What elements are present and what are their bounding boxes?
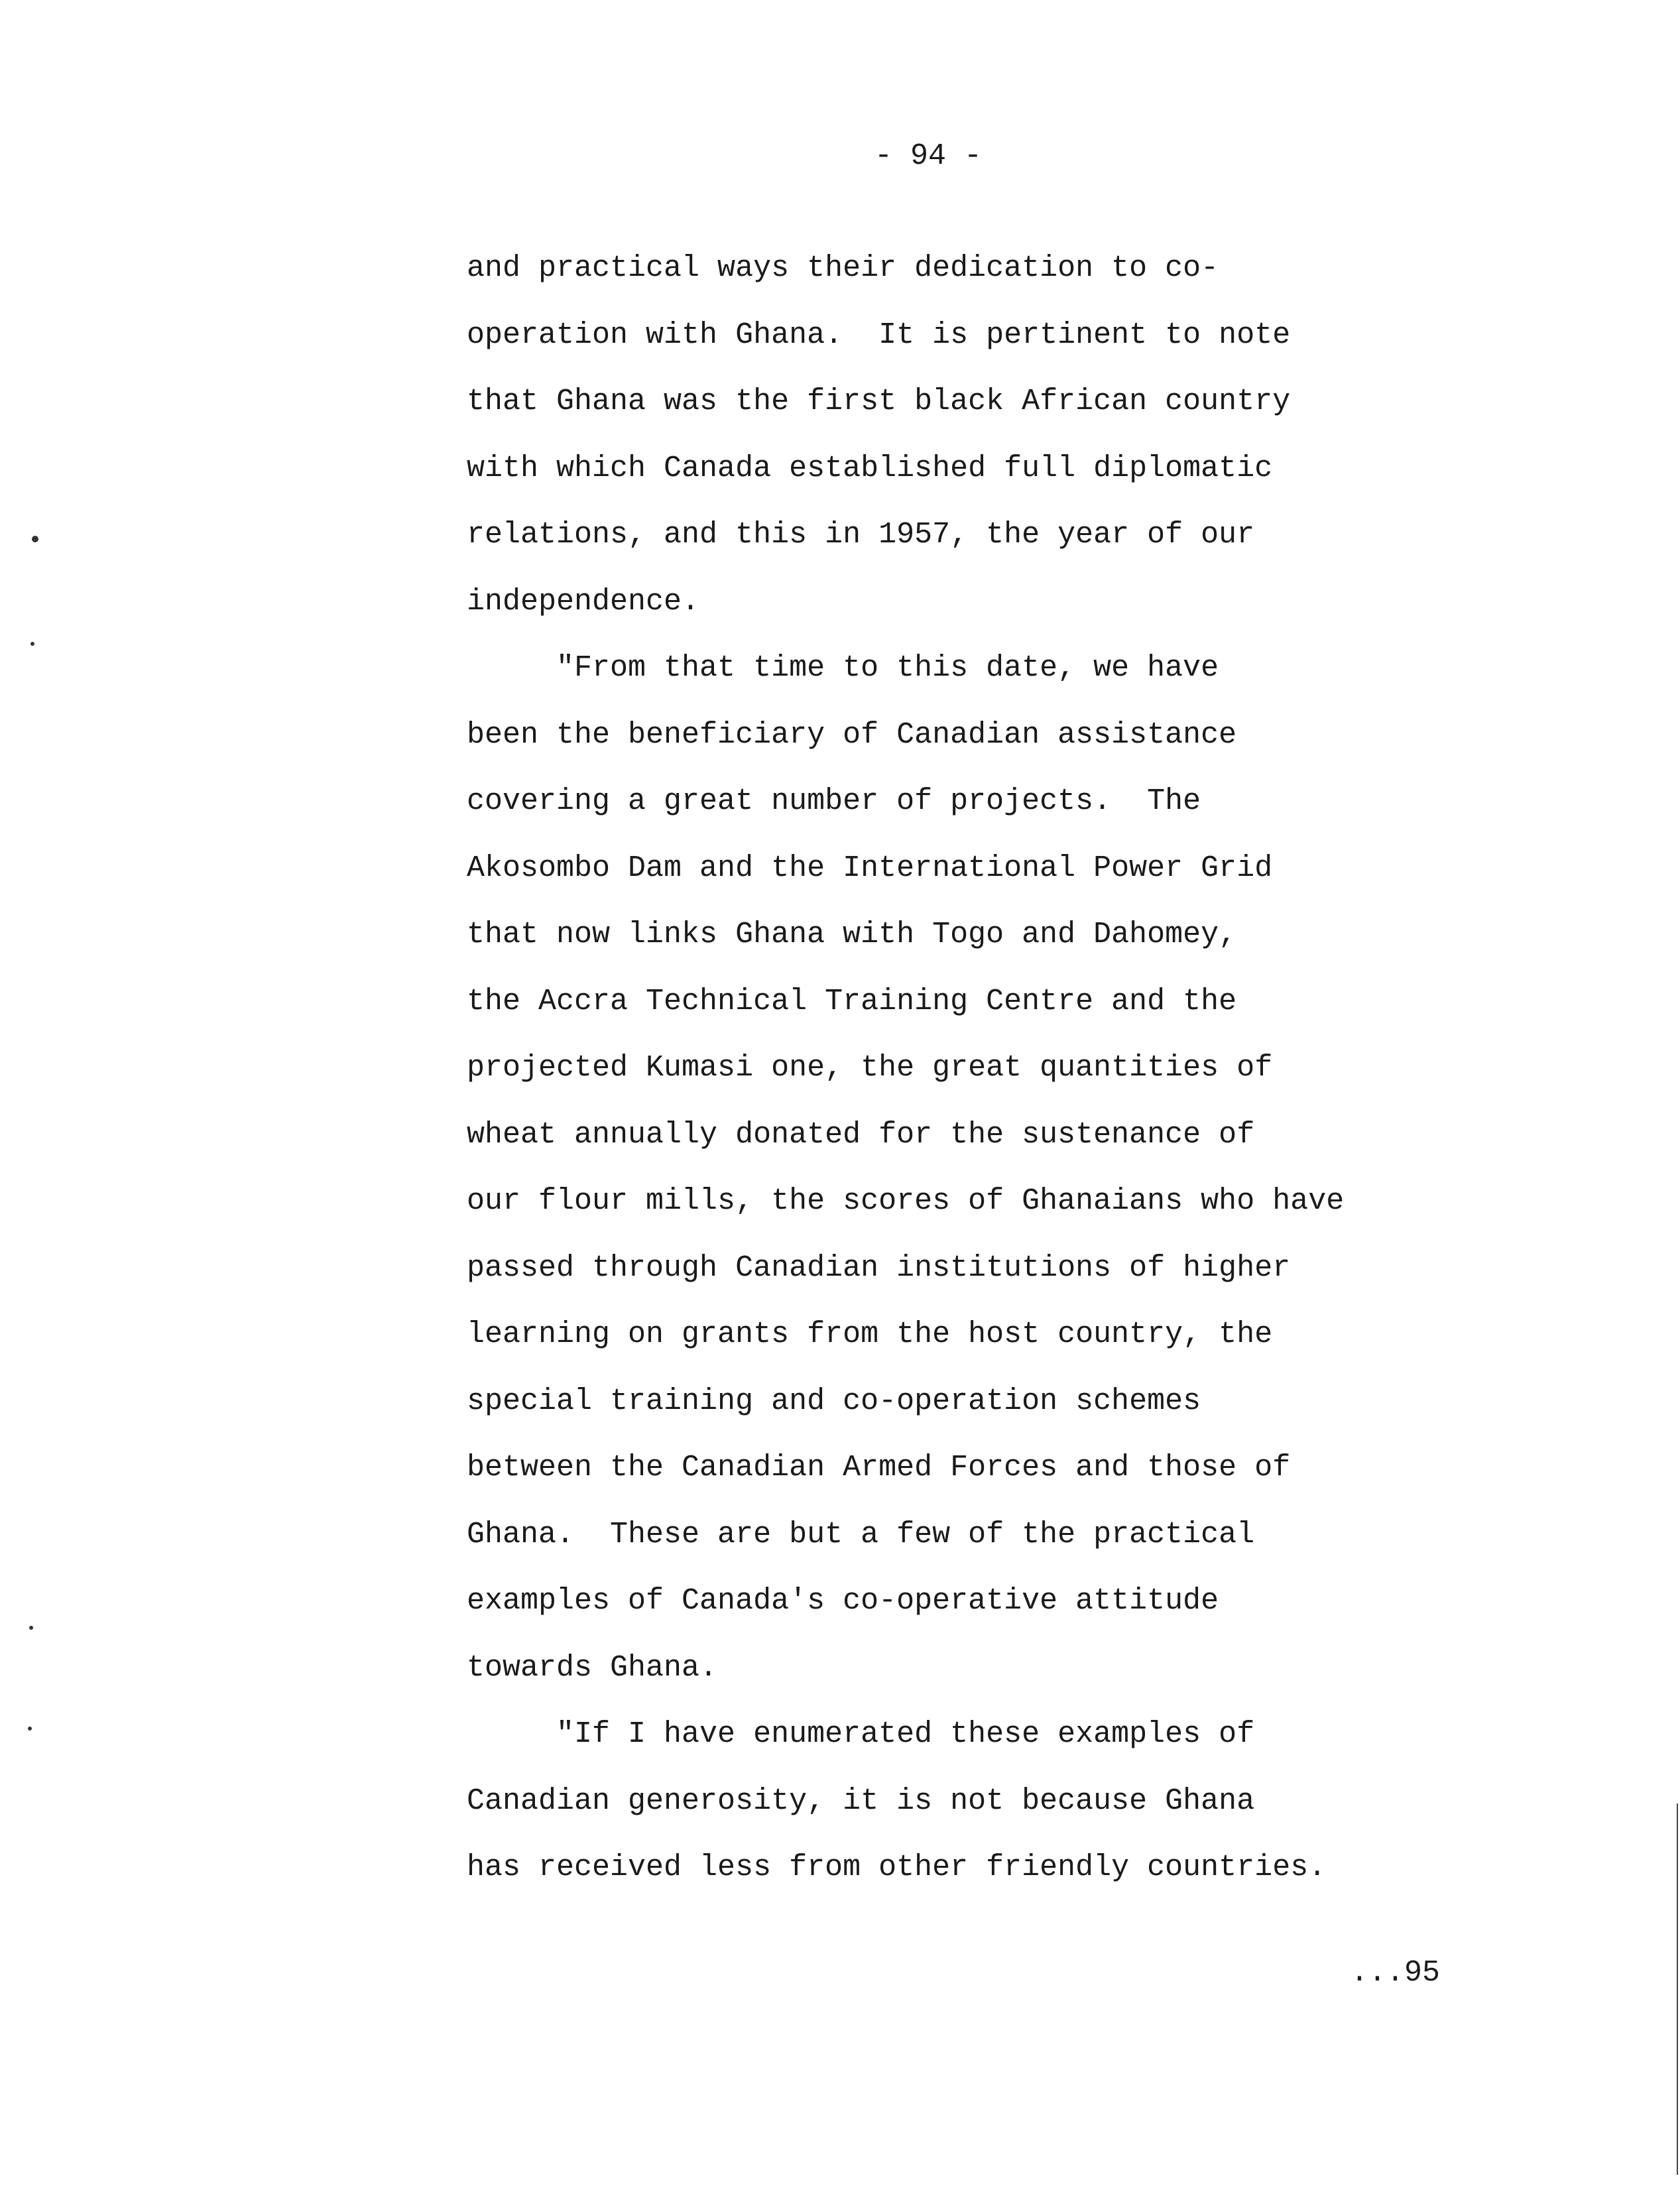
text-line: towards Ghana. xyxy=(467,1650,718,1685)
text-line: and practical ways their dedication to co- xyxy=(467,251,1219,285)
text-line: that Ghana was the first black African country xyxy=(467,385,1291,418)
text-line: wheat annually donated for the sustenance of xyxy=(467,1117,1255,1152)
text-line: operation with Ghana. It is pertinent to note xyxy=(467,318,1291,352)
text-line: our flour mills, the scores of Ghanaians who have xyxy=(467,1184,1345,1218)
page-number: - 94 - xyxy=(874,139,983,173)
text-line: special training and co-operation schemes xyxy=(467,1384,1201,1418)
text-line: passed through Canadian institutions of higher xyxy=(467,1250,1291,1285)
body-text xyxy=(467,235,1620,1902)
text-line: relations, and this in 1957, the year of our xyxy=(467,518,1255,552)
scan-speck xyxy=(30,642,34,646)
text-line: "If I have enumerated these examples of xyxy=(467,1717,1255,1751)
text-line: has received less from other friendly countries. xyxy=(467,1851,1327,1884)
scan-edge-line xyxy=(1677,1803,1678,2175)
text-line: examples of Canada's co-operative attitude xyxy=(467,1584,1219,1618)
text-line: Ghana. These are but a few of the practical xyxy=(467,1517,1255,1552)
text-line: with which Canada established full diplomatic xyxy=(467,451,1273,485)
text-line: between the Canadian Armed Forces and those of xyxy=(467,1451,1291,1485)
text-line: Akosombo Dam and the International Power Grid xyxy=(467,851,1273,885)
text-line: that now links Ghana with Togo and Dahomey, xyxy=(467,918,1237,951)
continuation-marker: ...95 xyxy=(1350,1956,1440,1990)
text-line: independence. xyxy=(467,584,700,619)
scan-speck xyxy=(28,1727,32,1731)
text-line: covering a great number of projects. The xyxy=(467,784,1201,818)
text-line: Canadian generosity, it is not because Ghana xyxy=(467,1784,1255,1818)
text-line: been the beneficiary of Canadian assistance xyxy=(467,717,1237,752)
text-line: the Accra Technical Training Centre and the xyxy=(467,984,1237,1018)
text-line: "From that time to this date, we have xyxy=(467,651,1219,685)
scan-speck xyxy=(29,1626,33,1630)
text-line: learning on grants from the host country, the xyxy=(467,1317,1273,1351)
scan-speck xyxy=(32,536,38,542)
text-line: projected Kumasi one, the great quantities of xyxy=(467,1051,1273,1085)
